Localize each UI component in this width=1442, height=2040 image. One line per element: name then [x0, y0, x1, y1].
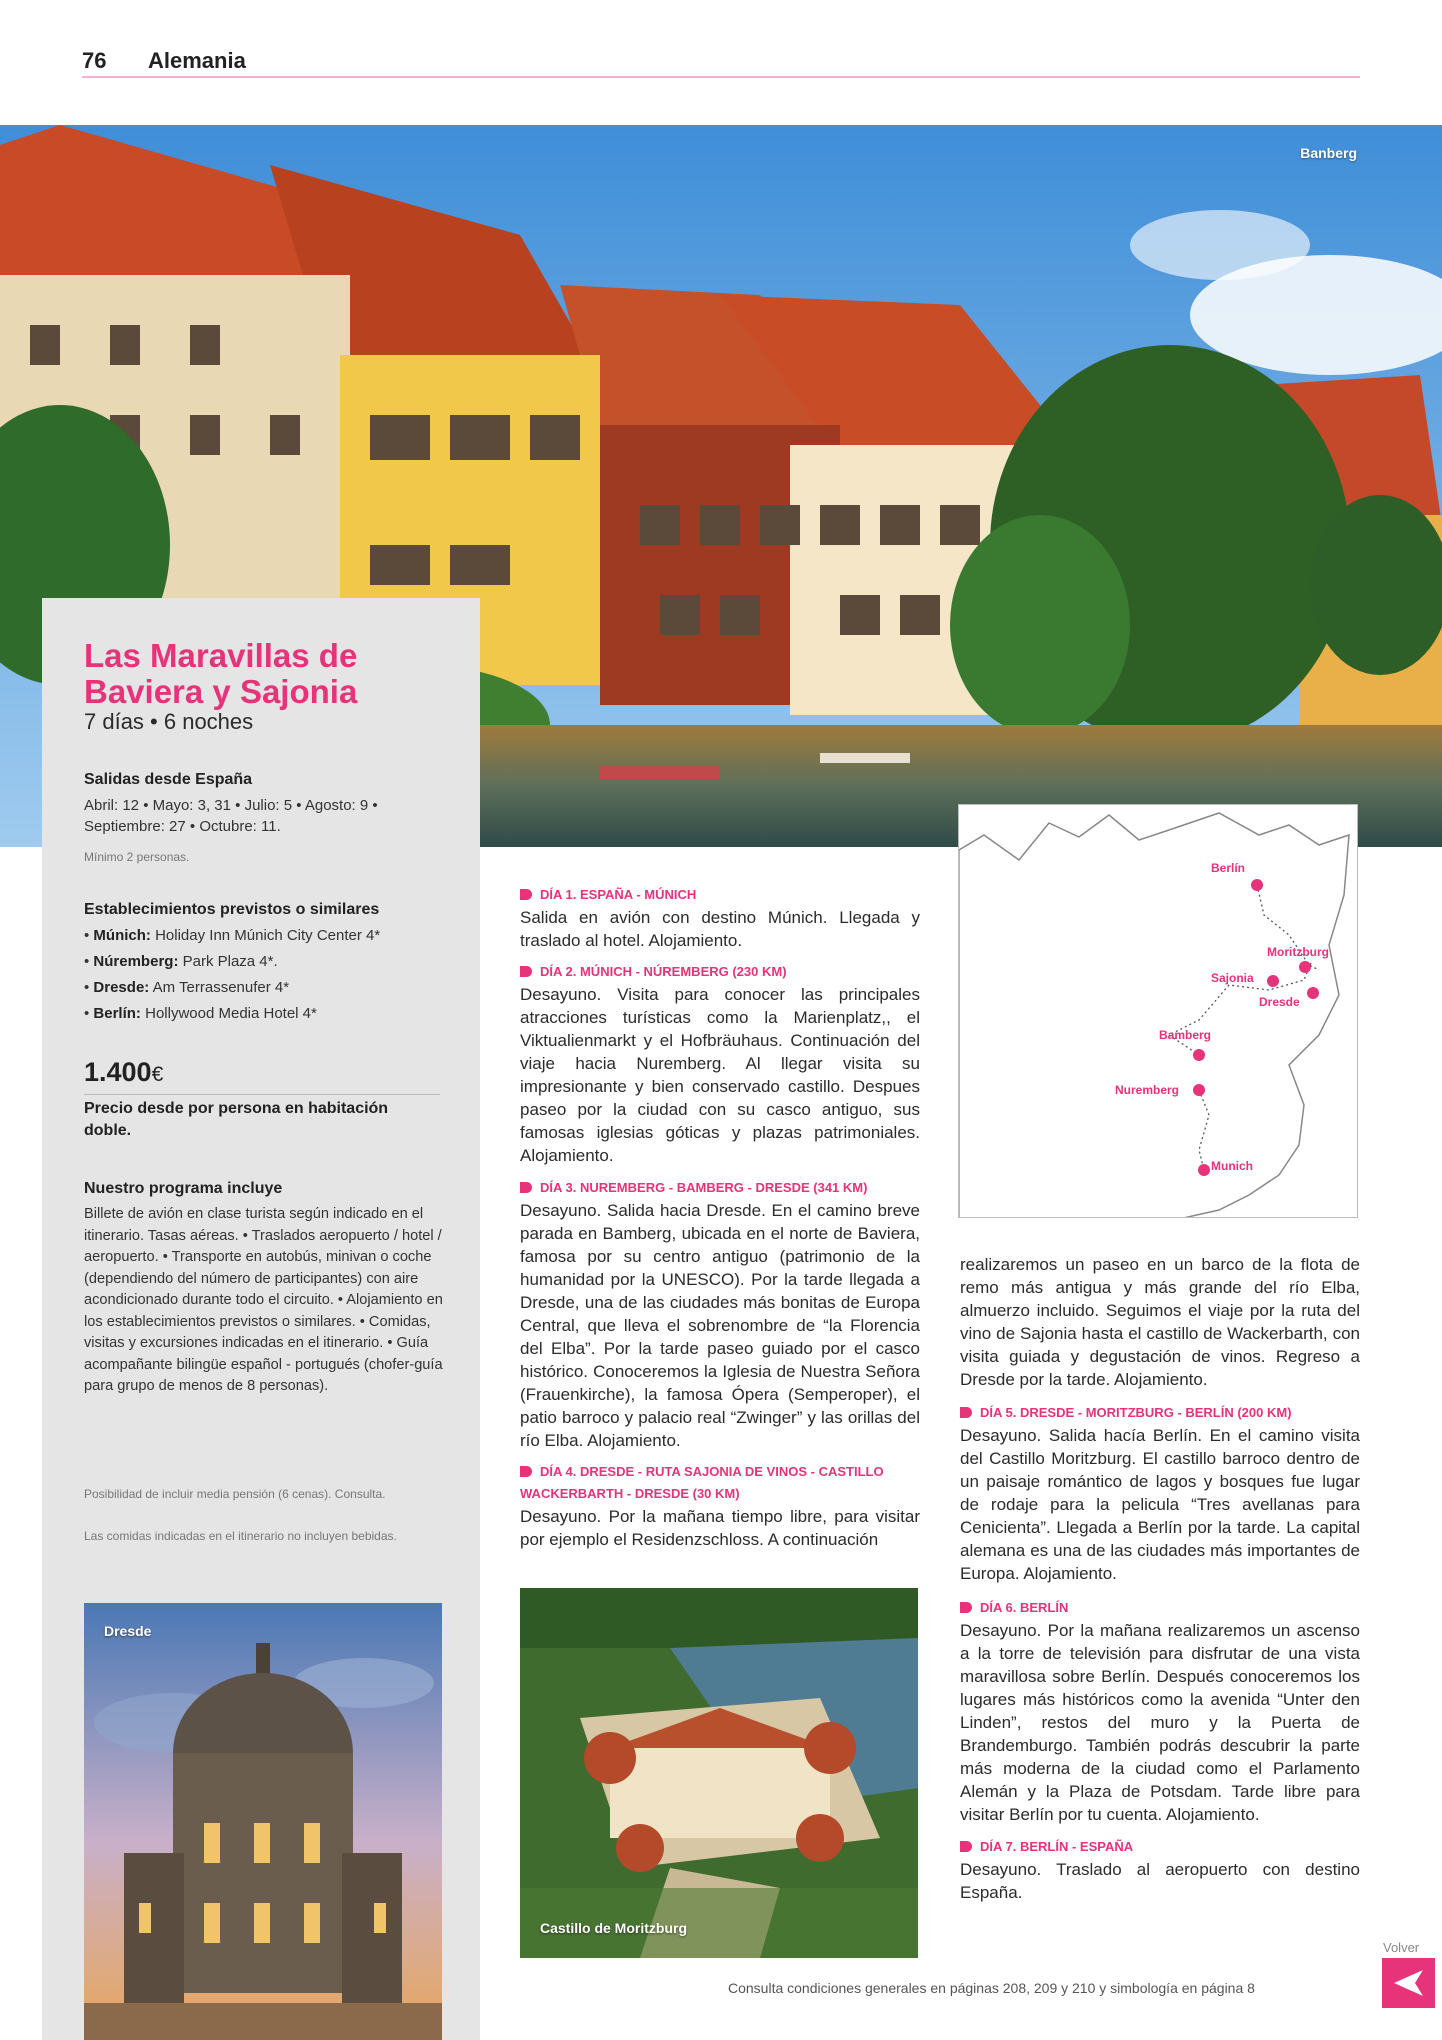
departures-text: Abril: 12 • Mayo: 3, 31 • Julio: 5 • Agosto: 9 • Septiembre: 27 • Octubre: 11.: [84, 797, 378, 835]
map-label-dresde: Dresde: [1259, 995, 1300, 1009]
itinerary-day-4-continued: [960, 1253, 1360, 1391]
trip-title: Las Maravillas de Baviera y Sajonia: [84, 637, 358, 710]
photo-moritzburg-caption: Castillo de Moritzburg: [540, 1920, 687, 1936]
hotels-heading: Establecimientos previstos o similares: [84, 901, 380, 918]
page-country: Alemania: [148, 48, 246, 73]
day-text: Desayuno. Traslado al aeropuerto con destino España.: [960, 1860, 1360, 1902]
hotel-list: [84, 923, 454, 1027]
hotel-item: • Berlín: Hollywood Media Hotel 4*: [84, 1005, 317, 1022]
price-divider: [84, 1094, 440, 1095]
day-text: Desayuno. Por la mañana realizaremos un ascenso a la torre de televisión para disfrutar de una vista maravillosa sobre Berlín. Después conoceremos los lugares más históricos como la avenida “Unter den Linden”, restos del muro y la Puerta de Brandemburgo. También podrás descubrir la parte más moderna de la ciudad como el Parlamento Alemán y la Plaza de Potsdam. Tarde libre para visitar Berlín por tu cuenta. Alojamiento.: [960, 1621, 1360, 1824]
photo-moritzburg: [520, 1588, 918, 1958]
map-label-berlin: Berlín: [1211, 861, 1246, 875]
day-title: DÍA 2. MÚNICH - NÚREMBERG (230 KM): [520, 961, 920, 983]
photo-dresde: [84, 1603, 442, 2040]
itinerary-day-2: [520, 961, 920, 1167]
map-label-bamberg: Bamberg: [1159, 1028, 1212, 1042]
day-text: realizaremos un paseo en un barco de la flota de remo más antigua y más grande del río Elba, almuerzo incluido. Seguimos el viaje por la ruta del vino de Sajonia hasta el castillo de Wackerbarth, con visita guiada y degustación de vinos. Regreso a Dresde por la tarde. Alojamiento.: [960, 1255, 1360, 1389]
day-title: DÍA 6. BERLÍN: [960, 1597, 1360, 1619]
day-text: Desayuno. Visita para conocer las principales atracciones turísticas como la Marienplatz,, el Viktualienmarkt y el Hofbräuhaus. Continuación del viaje hacia Nuremberg. Al llegar visita su impresionante y bien conservado castillo. Despues paseo por la ciudad con su casco antiguo, sus famosas iglesias góticas y plazas patrimoniales. Alojamiento.: [520, 985, 920, 1165]
hotel-item: • Múnich: Holiday Inn Múnich City Center 4*: [84, 927, 381, 944]
minimum-note: Mínimo 2 personas.: [84, 850, 190, 864]
back-arrow-icon: [1382, 1958, 1435, 2008]
departures-heading: Salidas desde España: [84, 771, 253, 788]
itinerary-day-6: [960, 1597, 1360, 1826]
page-header: [82, 46, 1360, 78]
itinerary-day-3: [520, 1177, 920, 1452]
hotel-item: • Núremberg: Park Plaza 4*.: [84, 953, 278, 970]
map-label-nuremberg: Nuremberg: [1115, 1083, 1180, 1097]
map-label-sajonia: Sajonia: [1211, 971, 1254, 985]
price: 1.400€: [84, 1057, 164, 1087]
meals-note: Las comidas indicadas en el itinerario no incluyen bebidas.: [84, 1529, 397, 1543]
day-text: Desayuno. Salida hacia Dresde. En el camino breve parada en Bamberg, ubicada en el norte de Baviera, famosa por su centro antiguo (patrimonio de la humanidad por la UNESCO). Por la tarde llegada a Dresde, una de las ciudades más bonitas de Europa Central, que lleva el sobrenombre de “la Florencia del Elba”. Por la tarde paseo guiado por el casco histórico. Conoceremos la Iglesia de Nuestra Señora (Frauenkirche), la famosa Ópera (Semperoper), el patio barroco y palacio real “Zwinger” y las orillas del río Elba. Alojamiento.: [520, 1201, 920, 1450]
map-label-moritzburg: Moritzburg: [1267, 945, 1329, 959]
includes-heading: Nuestro programa incluye: [84, 1180, 283, 1197]
itinerary-day-4: [520, 1461, 920, 1551]
trip-duration: 7 días • 6 noches: [84, 709, 254, 734]
includes-text: Billete de avión en clase turista según indicado en el itinerario. Tasas aéreas. • Traslados aeropuerto / hotel / aeropuerto. • Transporte en autobús, minivan o coche (dependiendo del número de participantes) con aire acondicionado durante todo el circuito. • Alojamiento en los establecimientos previstos o similares. • Comidas, visitas y excursiones indicadas en el itinerario. • Guía acompañante bilingüe español - portugués (chofer-guía para grupo de menos de 8 personas).: [84, 1206, 443, 1394]
map-label-munich: Munich: [1211, 1159, 1253, 1173]
itinerary-day-5: [960, 1402, 1360, 1585]
half-board-note: Posibilidad de incluir media pensión (6 cenas). Consulta.: [84, 1487, 386, 1501]
day-text: Desayuno. Salida hacía Berlín. En el camino visita del Castillo Moritzburg. El castillo barroco dentro de un paisaje romántico de lagos y bosques fue lugar de rodaje para la pelicula “Tres avellanas para Cenicienta”. Llegada a Berlín por la tarde. La capital alemana es una de las ciudades más importantes de Europa. Alojamiento.: [960, 1426, 1360, 1583]
day-text: Desayuno. Por la mañana tiempo libre, para visitar por ejemplo el Residenzschloss. A continuación: [520, 1507, 920, 1549]
day-text: Salida en avión con destino Múnich. Llegada y traslado al hotel. Alojamiento.: [520, 908, 920, 950]
trip-info-panel: [42, 598, 480, 2040]
hotel-item: • Dresde: Am Terrassenufer 4*: [84, 979, 290, 996]
price-description: Precio desde por persona en habitación doble.: [84, 1100, 389, 1139]
day-title: DÍA 4. DRESDE - RUTA SAJONIA DE VINOS - CASTILLO WACKERBARTH - DRESDE (30 KM): [520, 1461, 920, 1505]
page-number: 76: [82, 48, 107, 73]
day-title: DÍA 7. BERLÍN - ESPAÑA: [960, 1836, 1360, 1858]
itinerary-day-7: [960, 1836, 1360, 1904]
footer-conditions-note: Consulta condiciones generales en páginas 208, 209 y 210 y simbología en página 8: [728, 1980, 1255, 1996]
back-label: Volver: [1383, 1940, 1420, 1955]
route-map: [958, 804, 1358, 1218]
hero-caption: Banberg: [1300, 145, 1357, 161]
back-button[interactable]: [1382, 1958, 1435, 2008]
day-title: DÍA 5. DRESDE - MORITZBURG - BERLÍN (200 KM): [960, 1402, 1360, 1424]
day-title: DÍA 3. NUREMBERG - BAMBERG - DRESDE (341 KM): [520, 1177, 920, 1199]
day-title: DÍA 1. ESPAÑA - MÚNICH: [520, 884, 920, 906]
itinerary-day-1: [520, 884, 920, 952]
photo-dresde-caption: Dresde: [104, 1623, 152, 1639]
